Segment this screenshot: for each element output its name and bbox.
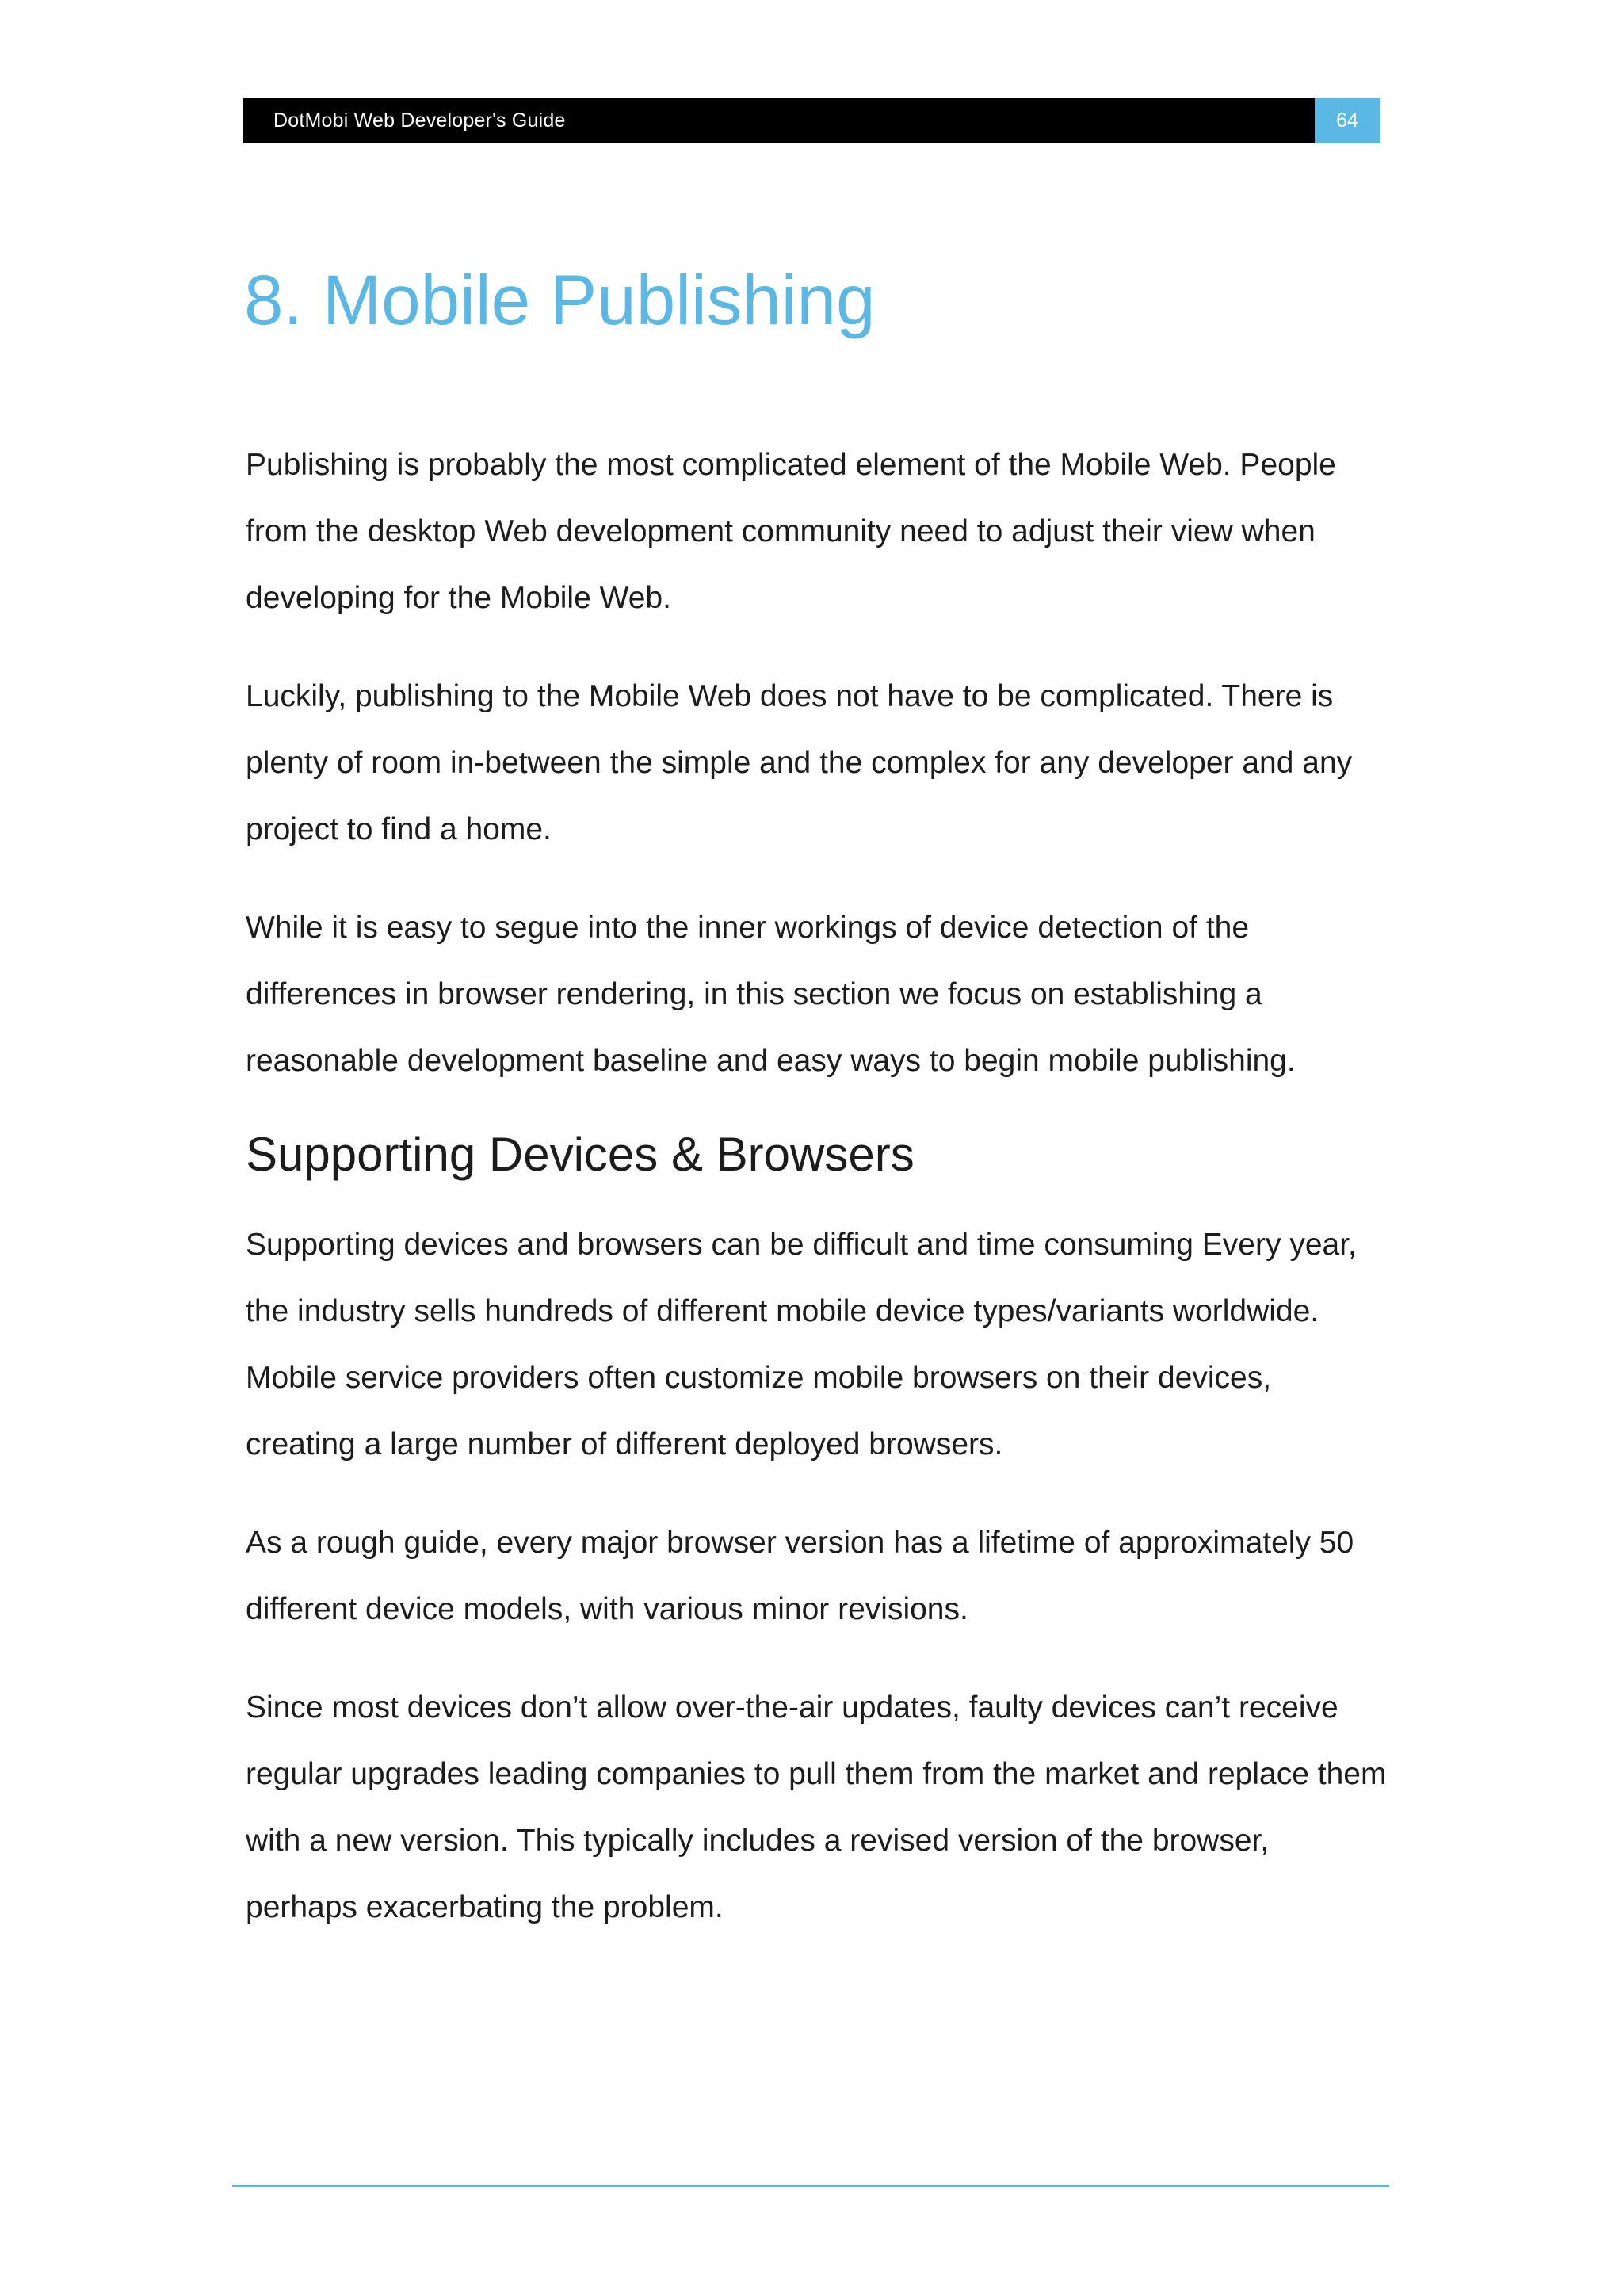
page-body (246, 432, 1387, 1973)
guide-title: DotMobi Web Developer's Guide (273, 109, 566, 132)
section-paragraph-1: Supporting devices and browsers can be difficult and time consuming Every year, the industry sells hundreds of different mobile device types/variants worldwide. Mobile service providers often customize mobile browsers on their devices, creating a large number of different deployed browsers. (246, 1228, 1357, 1461)
intro-paragraph-2: Luckily, publishing to the Mobile Web does not have to be complicated. There is plenty of room in-between the simple and the complex for any developer and any project to find a home. (246, 679, 1353, 846)
section-heading: Supporting Devices & Browsers (246, 1128, 915, 1181)
section-paragraph-2: As a rough guide, every major browser version has a lifetime of approximately 50 different device models, with various minor revisions. (246, 1526, 1354, 1626)
page-number: 64 (1315, 98, 1380, 143)
footer-divider (232, 2185, 1389, 2187)
section-paragraph-3: Since most devices don’t allow over-the-air updates, faulty devices can’t receive regular upgrades leading companies to pull them from the market and replace them with a new version. This typically includes a revised version of the browser, perhaps exacerbating the problem. (246, 1690, 1387, 1924)
chapter-title: 8. Mobile Publishing (244, 260, 876, 339)
intro-paragraph-1: Publishing is probably the most complicated element of the Mobile Web. People from the desktop Web development community need to adjust their view when developing for the Mobile Web. (246, 448, 1336, 615)
running-header (243, 98, 1380, 143)
intro-paragraph-3: While it is easy to segue into the inner workings of device detection of the differences in browser rendering, in this section we focus on establishing a reasonable development baseline and easy ways to begin mobile publishing. (246, 911, 1296, 1078)
